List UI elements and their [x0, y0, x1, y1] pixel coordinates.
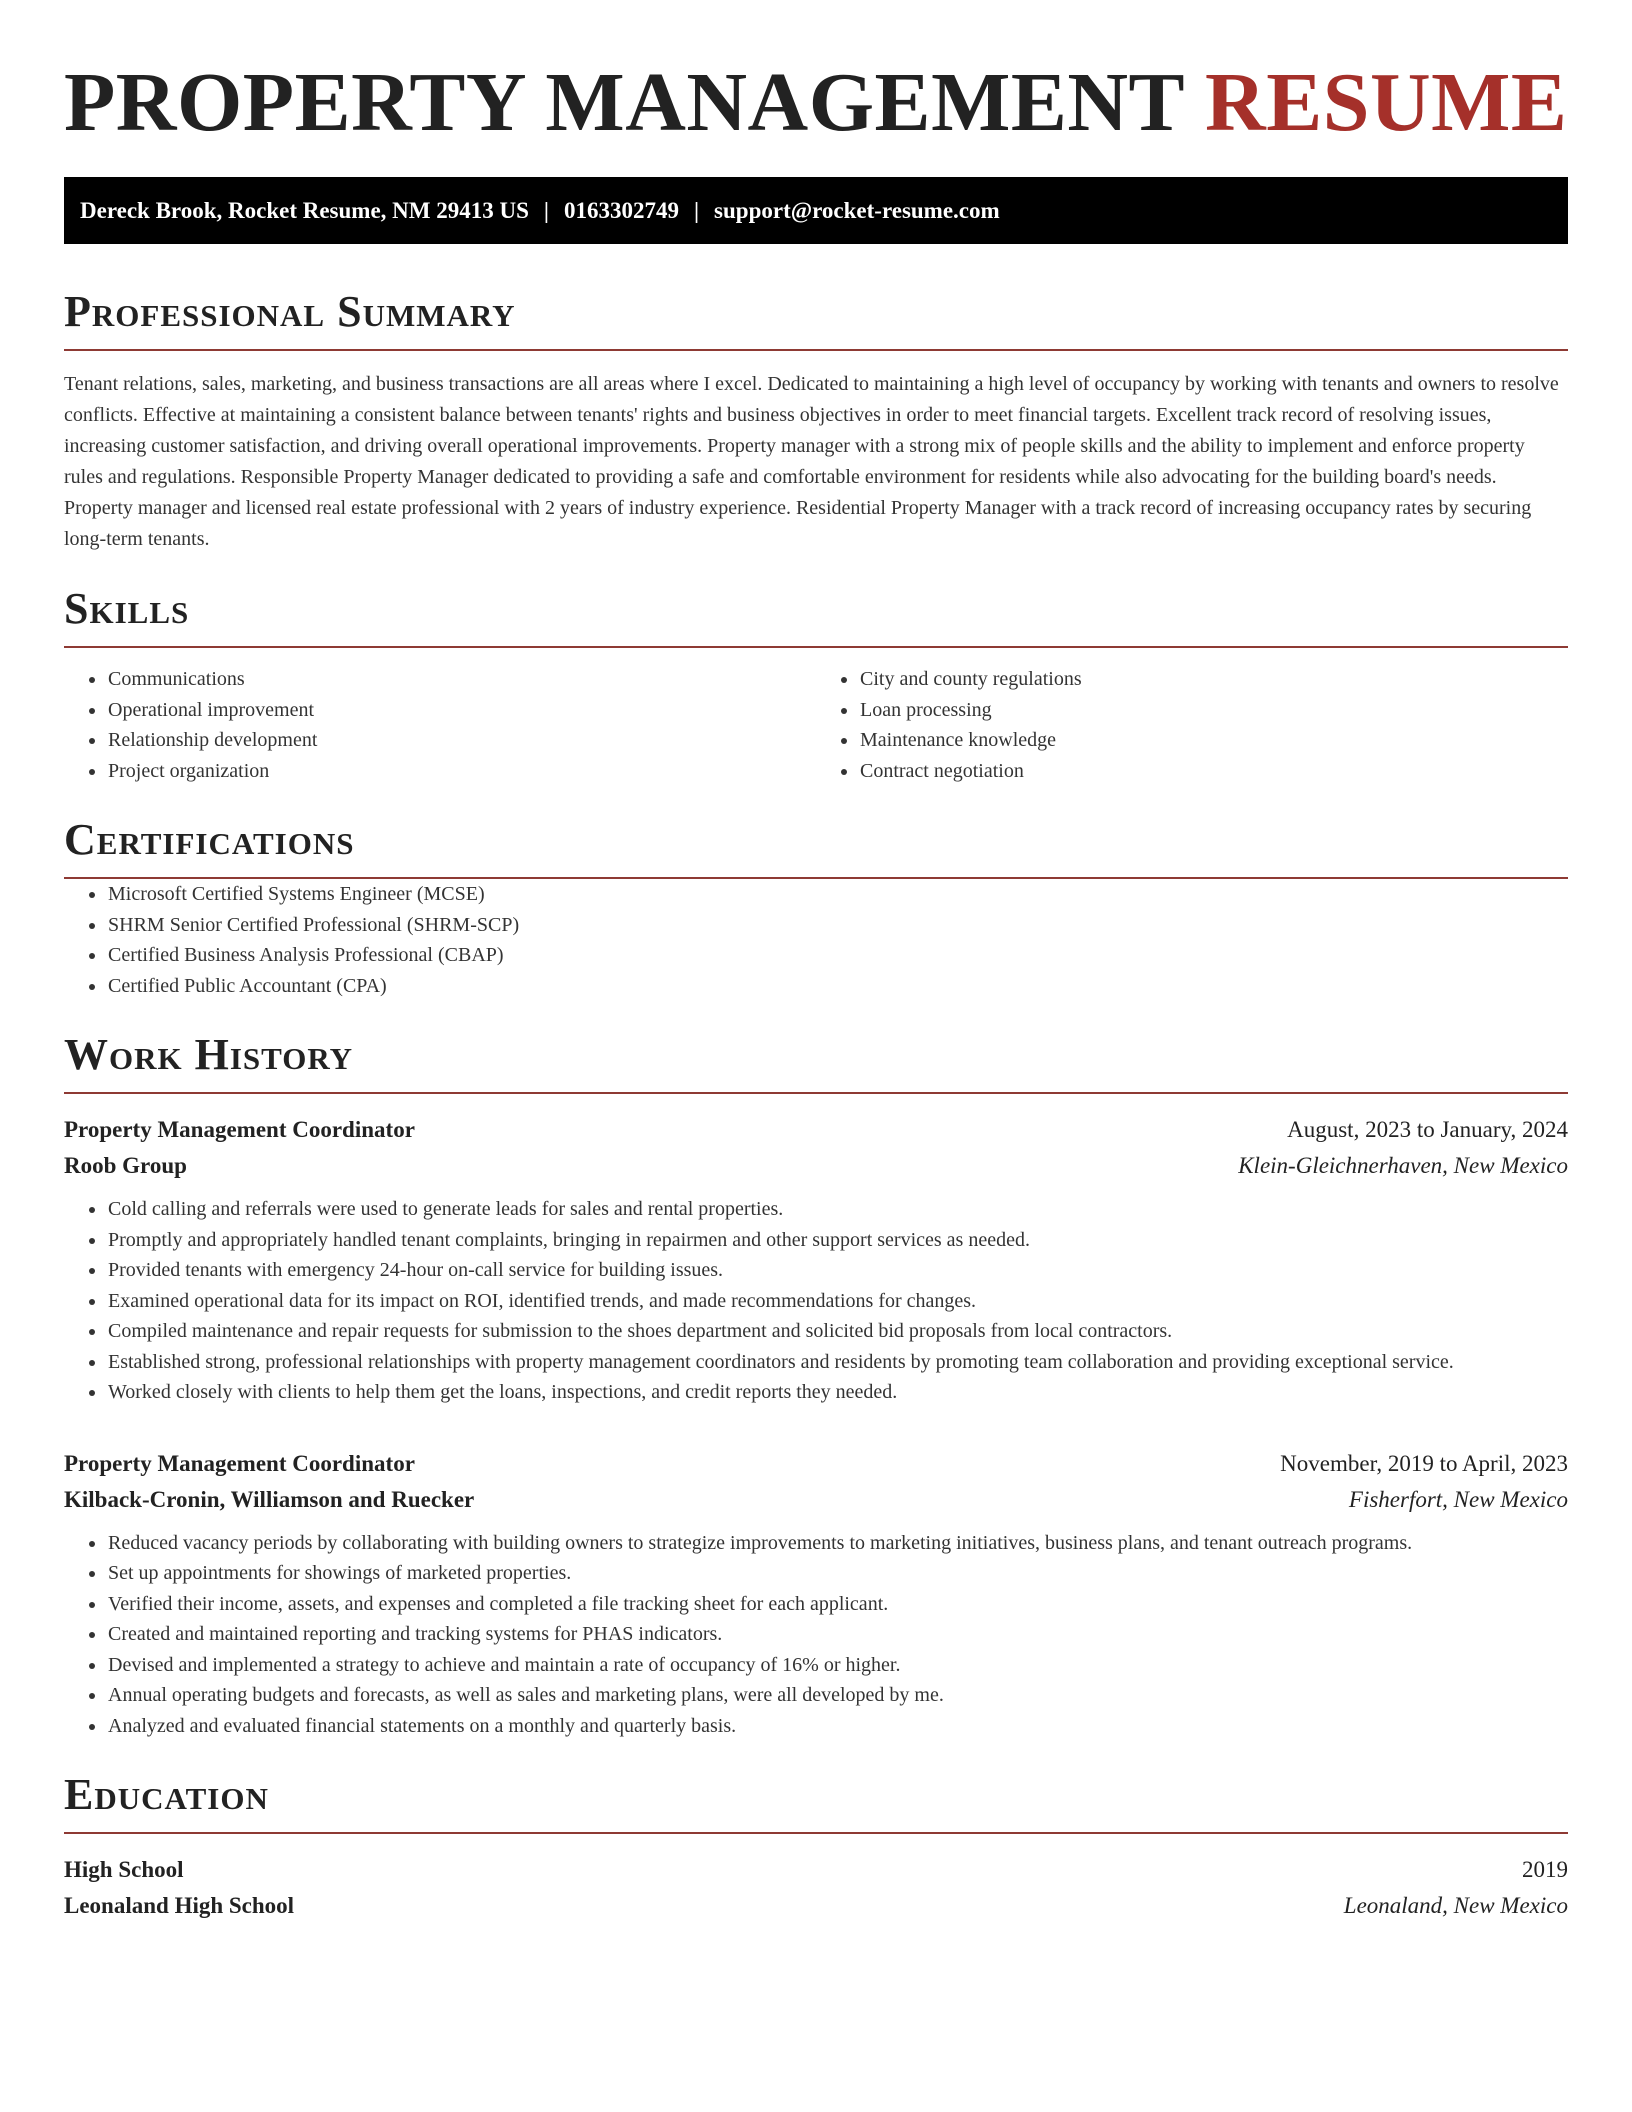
job-company: Kilback-Cronin, Williamson and Ruecker: [64, 1486, 475, 1512]
education-section: [64, 1771, 1568, 1924]
job-company-row: [64, 1148, 1568, 1184]
skills-section: [64, 585, 1568, 786]
job-company-row: [64, 1482, 1568, 1518]
job-dates: August, 2023 to January, 2024: [1287, 1117, 1568, 1142]
section-heading: Work History: [64, 1030, 354, 1079]
job-location: Klein-Gleichnerhaven, New Mexico: [1238, 1153, 1568, 1178]
job-title-row: [64, 1446, 1568, 1482]
contact-address: Dereck Brook, Rocket Resume, NM 29413 US: [80, 197, 529, 223]
skill-item: • Project organization: [107, 756, 816, 787]
skills-list-left: [64, 664, 816, 786]
job-bullet: • Set up appointments for showings of marketed properties.: [107, 1558, 1568, 1589]
education-degree-row: [64, 1852, 1568, 1888]
job-bullet: • Compiled maintenance and repair requests for submission to the shoes department and solicited bid proposals from local contractors.: [107, 1316, 1568, 1347]
job-title: Property Management Coordinator: [64, 1450, 415, 1476]
job-entry: [64, 1446, 1568, 1742]
skill-item: • City and county regulations: [859, 664, 1568, 695]
job-bullet: • Created and maintained reporting and tracking systems for PHAS indicators.: [107, 1619, 1568, 1650]
section-divider: [64, 646, 1568, 648]
section-heading: Skills: [64, 584, 190, 633]
education-degree: High School: [64, 1857, 184, 1882]
section-heading: Education: [64, 1770, 269, 1819]
section-heading: Certifications: [64, 815, 355, 864]
skills-grid: [64, 664, 1568, 786]
job-bullet: • Provided tenants with emergency 24-hour on-call service for building issues.: [107, 1255, 1568, 1286]
certification-item: • Microsoft Certified Systems Engineer (MCSE): [107, 879, 1568, 910]
certification-item: • SHRM Senior Certified Professional (SHRM-SCP): [107, 910, 1568, 941]
education-location: Leonaland, New Mexico: [1343, 1893, 1568, 1918]
contact-separator: |: [543, 197, 549, 223]
education-year: 2019: [1522, 1857, 1568, 1882]
skills-list-right: [816, 664, 1568, 786]
summary-text: Tenant relations, sales, marketing, and business transactions are all areas where I excel. Dedicated to maintaining a high level of occupancy by working with tenants and owners to resolve conflicts. Effective at maintaining a consistent balance between tenants' rights and business objectives in order to meet financial targets. Excellent track record of resolving issues, increasing customer satisfaction, and driving overall operational improvements. Property manager with a strong mix of people skills and the ability to implement and enforce property rules and regulations. Responsible Property Manager dedicated to providing a safe and comfortable environment for residents while also advocating for the building board's needs. Property manager and licensed real estate professional with 2 years of industry experience. Residential Property Manager with a track record of increasing occupancy rates by securing long-term tenants.: [64, 373, 1559, 550]
job-bullet: • Examined operational data for its impact on ROI, identified trends, and made recommendations for changes.: [107, 1286, 1568, 1317]
job-bullet: • Devised and implemented a strategy to achieve and maintain a rate of occupancy of 16% or higher.: [107, 1650, 1568, 1681]
skill-item: • Contract negotiation: [859, 756, 1568, 787]
section-divider: [64, 349, 1568, 351]
skill-item: • Communications: [107, 664, 816, 695]
job-bullet: • Established strong, professional relationships with property management coordinators and residents by promoting team collaboration and providing exceptional service.: [107, 1347, 1568, 1378]
job-title: Property Management Coordinator: [64, 1117, 415, 1142]
skill-item: • Maintenance knowledge: [859, 725, 1568, 756]
job-company: Roob Group: [64, 1153, 187, 1178]
contact-bar: [64, 177, 1568, 244]
job-bullet: • Cold calling and referrals were used to generate leads for sales and rental properties.: [107, 1194, 1568, 1225]
title-main: PROPERTY MANAGEMENT: [64, 56, 1184, 149]
education-entry: [64, 1852, 1568, 1924]
certifications-list: [64, 879, 1568, 1001]
summary-section: [64, 288, 1568, 555]
skill-item: • Loan processing: [859, 695, 1568, 726]
contact-email: support@rocket-resume.com: [714, 197, 1000, 223]
section-divider: [64, 1832, 1568, 1834]
job-bullets: [64, 1528, 1568, 1742]
certifications-section: [64, 816, 1568, 1001]
certification-item: • Certified Business Analysis Professional (CBAP): [107, 940, 1568, 971]
contact-separator: |: [693, 197, 700, 223]
job-dates: November, 2019 to April, 2023: [1280, 1450, 1568, 1476]
job-bullets: [64, 1194, 1568, 1408]
skill-item: • Operational improvement: [107, 695, 816, 726]
skill-item: • Relationship development: [107, 725, 816, 756]
job-bullet: • Verified their income, assets, and expenses and completed a file tracking sheet for each applicant.: [107, 1589, 1568, 1620]
contact-phone: 0163302749: [563, 197, 679, 223]
job-entry: [64, 1112, 1568, 1408]
education-school: Leonaland High School: [64, 1893, 295, 1918]
resume-title: [64, 58, 1568, 148]
certification-item: • Certified Public Accountant (CPA): [107, 971, 1568, 1002]
section-heading: Professional Summary: [64, 287, 516, 336]
job-bullet: • Worked closely with clients to help them get the loans, inspections, and credit reports they needed.: [107, 1377, 1568, 1408]
job-bullet: • Analyzed and evaluated financial statements on a monthly and quarterly basis.: [107, 1711, 1568, 1742]
job-location: Fisherfort, New Mexico: [1348, 1486, 1568, 1512]
job-bullet: • Promptly and appropriately handled tenant complaints, bringing in repairmen and other support services as needed.: [107, 1225, 1568, 1256]
job-title-row: [64, 1112, 1568, 1148]
job-bullet: • Reduced vacancy periods by collaborating with building owners to strategize improvements to marketing initiatives, business plans, and tenant outreach programs.: [107, 1528, 1568, 1559]
job-bullet: • Annual operating budgets and forecasts, as well as sales and marketing plans, were all developed by me.: [107, 1680, 1568, 1711]
education-school-row: [64, 1888, 1568, 1924]
section-divider: [64, 1092, 1568, 1094]
title-accent: RESUME: [1205, 56, 1568, 149]
work-history-section: [64, 1031, 1568, 1741]
